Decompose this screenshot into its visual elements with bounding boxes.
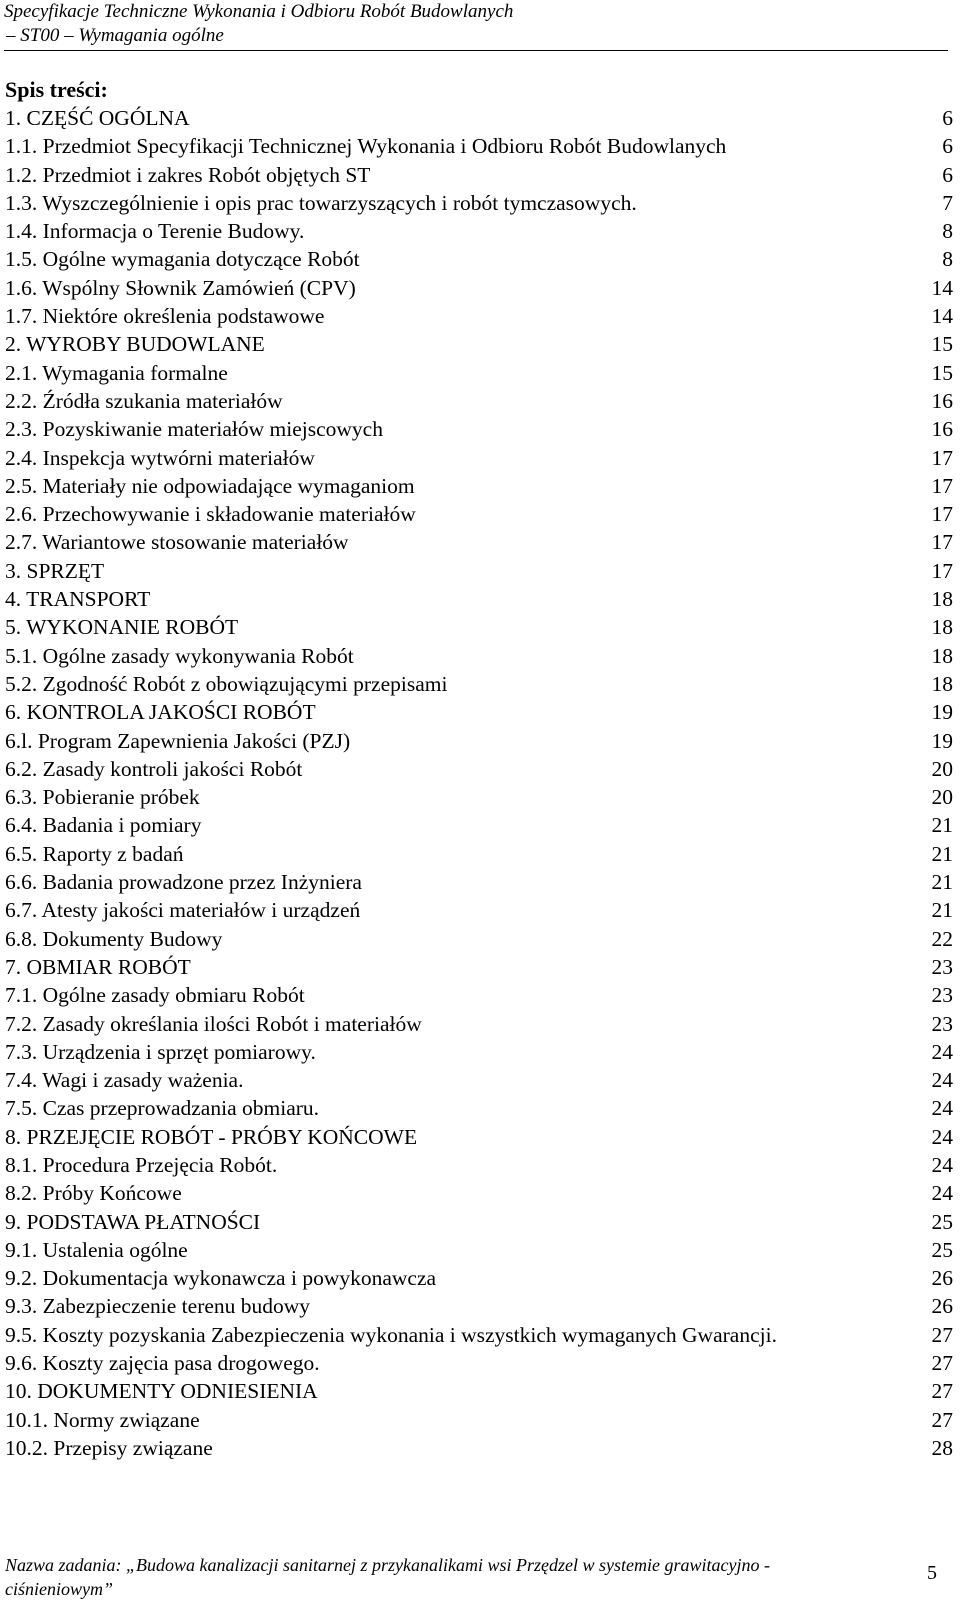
toc-entry[interactable] [5,245,953,273]
toc-entry-title: 9.3. Zabezpieczenie terenu budowy [5,1294,311,1319]
toc-entry-page: 21 [931,813,953,838]
toc-entry[interactable] [5,1236,953,1264]
toc-entry[interactable] [5,104,953,132]
toc-entry-page: 15 [931,332,953,357]
toc-entry-title: 9.2. Dokumentacja wykonawcza i powykonawcza [5,1266,437,1291]
toc-entry-title: 6.3. Pobieranie próbek [5,785,200,810]
toc-entry-page: 21 [931,841,953,866]
toc-entry[interactable] [5,868,953,896]
toc-entry-page: 17 [931,473,953,498]
page-footer [5,1553,955,1601]
toc-entry-title: 1.7. Niektóre określenia podstawowe [5,304,325,329]
toc-entry-title: 4. TRANSPORT [5,587,151,612]
toc-entry[interactable] [5,1264,953,1292]
toc-entry[interactable] [5,925,953,953]
toc-entry[interactable] [5,1123,953,1151]
toc-entry[interactable] [5,557,953,585]
toc-entry-page: 27 [931,1351,953,1376]
toc-entry-title: 9.6. Koszty zajęcia pasa drogowego. [5,1351,320,1376]
toc-entry-title: 1.2. Przedmiot i zakres Robót objętych ST [5,162,371,187]
toc-entry-page: 17 [931,502,953,527]
toc-entry[interactable] [5,387,953,415]
toc-entry-title: 6.2. Zasady kontroli jakości Robót [5,756,303,781]
toc-entry[interactable] [5,1208,953,1236]
toc-entry[interactable] [5,1406,953,1434]
toc-entry-title: 3. SPRZĘT [5,558,105,583]
toc-entry-title: 6.5. Raporty z badań [5,841,184,866]
toc-entry-page: 27 [931,1407,953,1432]
toc-entry-page: 25 [931,1237,953,1262]
toc-entry-page: 6 [942,134,953,159]
toc-entry-page: 6 [942,106,953,130]
toc-entry-page: 18 [931,671,953,696]
toc-entry-title: 8.2. Próby Końcowe [5,1181,182,1206]
toc-entry-page: 20 [931,785,953,810]
toc-entry[interactable] [5,132,953,160]
header-divider [4,50,948,51]
toc-entry-page: 21 [931,898,953,923]
toc-entry-title: 6.4. Badania i pomiary [5,813,202,838]
toc-entry-page: 14 [931,304,953,329]
toc-entry-page: 24 [931,1152,953,1177]
toc-entry-title: 6.7. Atesty jakości materiałów i urządzeń [5,898,361,923]
toc-entry-title: 2.2. Źródła szukania materiałów [5,388,283,413]
toc-entry-page: 23 [931,983,953,1008]
toc-entry[interactable] [5,1377,953,1405]
toc-entry[interactable] [5,444,953,472]
toc-entry-page: 18 [931,587,953,612]
toc-entry-title: 1.5. Ogólne wymagania dotyczące Robót [5,247,360,272]
toc-entry-title: 10.1. Normy związane [5,1407,200,1432]
toc-entry-title: 2. WYROBY BUDOWLANE [5,332,265,357]
toc-entry-page: 6 [942,162,953,187]
toc-entry-page: 23 [931,954,953,979]
toc-entry-title: 6.l. Program Zapewnienia Jakości (PZJ) [5,728,351,753]
toc-entry-page: 27 [931,1322,953,1347]
toc-entry[interactable] [5,698,953,726]
toc-entry-title: 7. OBMIAR ROBÓT [5,954,191,979]
toc-entry-page: 16 [931,388,953,413]
toc-entry-title: 2.7. Wariantowe stosowanie materiałów [5,530,349,555]
toc-entry-page: 26 [931,1294,953,1319]
toc-entry[interactable] [5,727,953,755]
toc-entry[interactable] [5,217,953,245]
toc-entry-title: 7.4. Wagi i zasady ważenia. [5,1068,244,1093]
toc-entry-title: 5.1. Ogólne zasady wykonywania Robót [5,643,354,668]
toc-entry-title: 6. KONTROLA JAKOŚCI ROBÓT [5,700,316,725]
toc-entry[interactable] [5,953,953,981]
toc-entry-page: 25 [931,1209,953,1234]
toc-entry[interactable] [5,585,953,613]
toc-entry[interactable] [5,755,953,783]
toc-entry-page: 7 [942,190,953,215]
toc-entry-page: 15 [931,360,953,385]
toc-entry-title: 1.6. Wspólny Słownik Zamówień (CPV) [5,275,356,300]
toc-entry[interactable] [5,359,953,387]
toc-entry-page: 23 [931,1011,953,1036]
toc-entry[interactable] [5,1292,953,1320]
toc-entry[interactable] [5,1066,953,1094]
toc-title: Spis treści: [5,77,108,102]
toc-entry-title: 9. PODSTAWA PŁATNOŚCI [5,1209,261,1234]
toc-entry-title: 1.3. Wyszczególnienie i opis prac towarzyszących i robót tymczasowych. [5,190,637,215]
toc-entry-page: 21 [931,870,953,895]
toc-entry[interactable] [5,1038,953,1066]
toc-entry-title: 5. WYKONANIE ROBÓT [5,615,239,640]
footer-project-name: Nazwa zadania: „Budowa kanalizacji sanitarnej z przykanalikami wsi Przędzel w systemie grawitacyjno - [5,1555,770,1575]
toc-entry[interactable] [5,783,953,811]
toc-entry[interactable] [5,642,953,670]
toc-entry-title: 2.6. Przechowywanie i składowanie materiałów [5,502,416,527]
toc-entry-page: 28 [931,1435,953,1460]
toc-entry-page: 19 [931,700,953,725]
toc-entry[interactable] [5,613,953,641]
toc-entry[interactable] [5,1434,953,1462]
toc-entry[interactable] [5,670,953,698]
toc-entry[interactable] [5,1094,953,1122]
page-number: 5 [927,1562,937,1584]
toc-entry[interactable] [5,330,953,358]
toc-entry-title: 9.5. Koszty pozyskania Zabezpieczenia wykonania i wszystkich wymaganych Gwarancji. [5,1322,777,1347]
toc-entry[interactable] [5,189,953,217]
toc-entry-title: 1. CZĘŚĆ OGÓLNA [5,106,190,130]
toc-entry-title: 1.1. Przedmiot Specyfikacji Technicznej Wykonania i Odbioru Robót Budowlanych [5,134,727,159]
toc-entry[interactable] [5,1010,953,1038]
toc-entry-page: 17 [931,530,953,555]
toc-entry-title: 1.4. Informacja o Terenie Budowy. [5,219,305,244]
toc-entry-title: 2.5. Materiały nie odpowiadające wymaganiom [5,473,415,498]
toc-entry-title: 2.1. Wymagania formalne [5,360,228,385]
toc-entry-title: 7.5. Czas przeprowadzania obmiaru. [5,1096,320,1121]
toc-entry-title: 10. DOKUMENTY ODNIESIENIA [5,1379,318,1404]
toc-entry-page: 8 [942,219,953,244]
toc-entry[interactable] [5,840,953,868]
toc-entry-title: 6.6. Badania prowadzone przez Inżyniera [5,870,362,895]
toc-entry-title: 7.3. Urządzenia i sprzęt pomiarowy. [5,1039,316,1064]
toc-entry-page: 18 [931,643,953,668]
toc-entry-page: 24 [931,1181,953,1206]
toc-entry-title: 5.2. Zgodność Robót z obowiązującymi przepisami [5,671,448,696]
toc-entry-title: 8.1. Procedura Przejęcia Robót. [5,1152,278,1177]
toc-entry-page: 20 [931,756,953,781]
toc-entry-page: 24 [931,1096,953,1121]
toc-entry-title: 7.2. Zasady określania ilości Robót i materiałów [5,1011,422,1036]
toc-entry-page: 17 [931,558,953,583]
page-header [4,0,954,48]
toc-entry[interactable] [5,500,953,528]
toc-entry-page: 27 [931,1379,953,1404]
footer-project-name-cont: ciśnieniowym” [5,1579,113,1599]
toc-entry-title: 8. PRZEJĘCIE ROBÓT - PRÓBY KOŃCOWE [5,1124,418,1149]
toc-entry-page: 8 [942,247,953,272]
toc-entry-page: 17 [931,445,953,470]
toc-entry[interactable] [5,415,953,443]
toc-entry[interactable] [5,811,953,839]
toc-entry[interactable] [5,528,953,556]
toc-entry[interactable] [5,1151,953,1179]
toc-entry-page: 19 [931,728,953,753]
toc-entry-page: 16 [931,417,953,442]
toc-entry[interactable] [5,896,953,924]
toc-entry[interactable] [5,1321,953,1349]
header-subtitle: – ST00 – Wymagania ogólne [6,25,224,46]
toc-entry[interactable] [5,472,953,500]
toc-entry-title: 2.3. Pozyskiwanie materiałów miejscowych [5,417,383,442]
toc-entry-page: 14 [931,275,953,300]
toc-entry-title: 10.2. Przepisy związane [5,1435,213,1460]
toc-entry-page: 24 [931,1124,953,1149]
toc-entry[interactable] [5,302,953,330]
toc-entry-page: 26 [931,1266,953,1291]
toc-entry[interactable] [5,1349,953,1377]
toc-entry[interactable] [5,161,953,189]
toc-entry-page: 22 [931,926,953,951]
toc-entry[interactable] [5,981,953,1009]
toc-entry-title: 6.8. Dokumenty Budowy [5,926,223,951]
toc-entry-page: 18 [931,615,953,640]
toc-entry-page: 24 [931,1068,953,1093]
toc-entry-page: 24 [931,1039,953,1064]
toc-entry[interactable] [5,1179,953,1207]
toc-entry[interactable] [5,274,953,302]
toc-entry-title: 9.1. Ustalenia ogólne [5,1237,188,1262]
toc-entry-title: 2.4. Inspekcja wytwórni materiałów [5,445,315,470]
table-of-contents [5,104,953,1462]
toc-entry-title: 7.1. Ogólne zasady obmiaru Robót [5,983,305,1008]
header-title: Specyfikacje Techniczne Wykonania i Odbioru Robót Budowlanych [4,1,514,22]
